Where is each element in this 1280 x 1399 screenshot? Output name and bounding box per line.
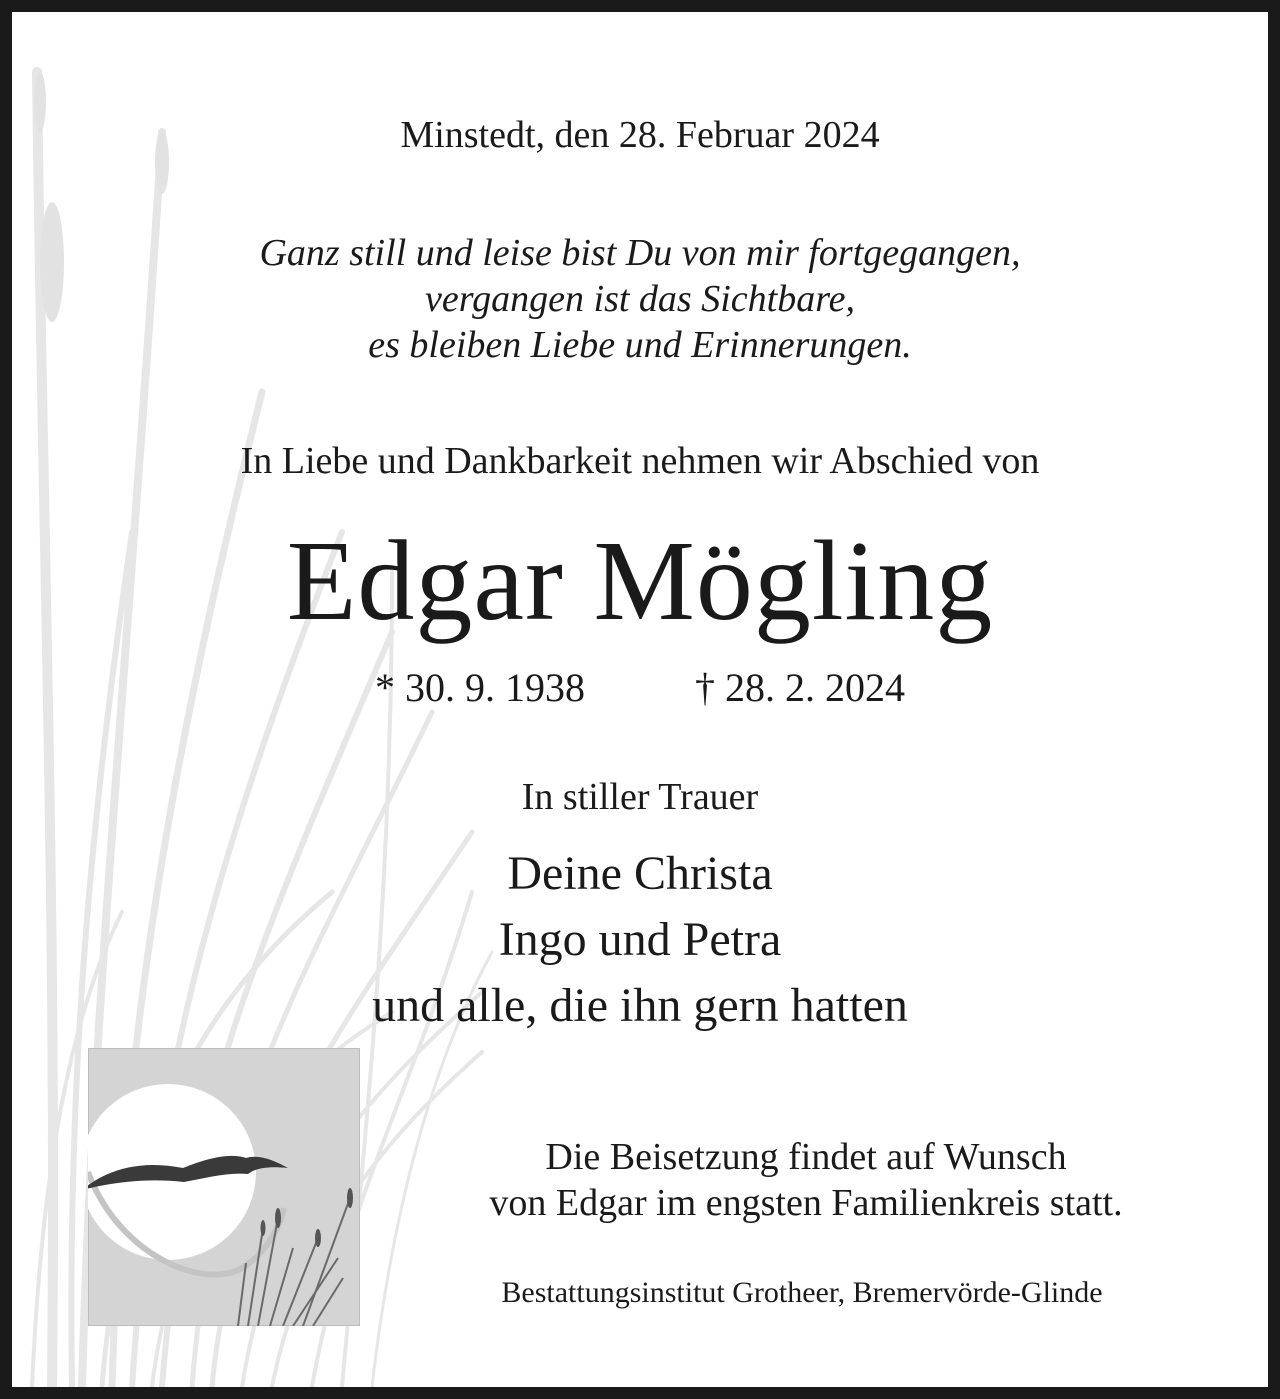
- undertaker-credit: Bestattungsinstitut Grotheer, Bremervörde-Glinde: [501, 1276, 1103, 1309]
- mourner-line-1: Deine Christa: [507, 847, 773, 900]
- mourning-intro: In stiller Trauer: [521, 776, 759, 818]
- mourner-line-3: und alle, die ihn gern hatten: [372, 979, 908, 1032]
- verse-line-2: vergangen ist das Sichtbare,: [425, 278, 855, 320]
- deceased-name: Edgar Mögling: [286, 517, 994, 644]
- verse-line-3: es bleiben Liebe und Erinnerungen.: [368, 324, 912, 366]
- birth-date: * 30. 9. 1938: [375, 665, 585, 710]
- funeral-note-line-2: von Edgar im engsten Familienkreis statt.: [489, 1182, 1123, 1224]
- farewell-intro: In Liebe und Dankbarkeit nehmen wir Abschied von: [240, 440, 1040, 482]
- funeral-note-line-1: Die Beisetzung findet auf Wunsch: [545, 1136, 1067, 1178]
- mourner-line-2: Ingo und Petra: [498, 913, 782, 966]
- verse-line-1: Ganz still und leise bist Du von mir fortgegangen,: [259, 232, 1021, 274]
- date-place-line: Minstedt, den 28. Februar 2024: [400, 114, 880, 156]
- life-dates: [12, 665, 1268, 710]
- moon-bird-reeds-emblem: [88, 1048, 360, 1326]
- death-date: † 28. 2. 2024: [695, 665, 905, 710]
